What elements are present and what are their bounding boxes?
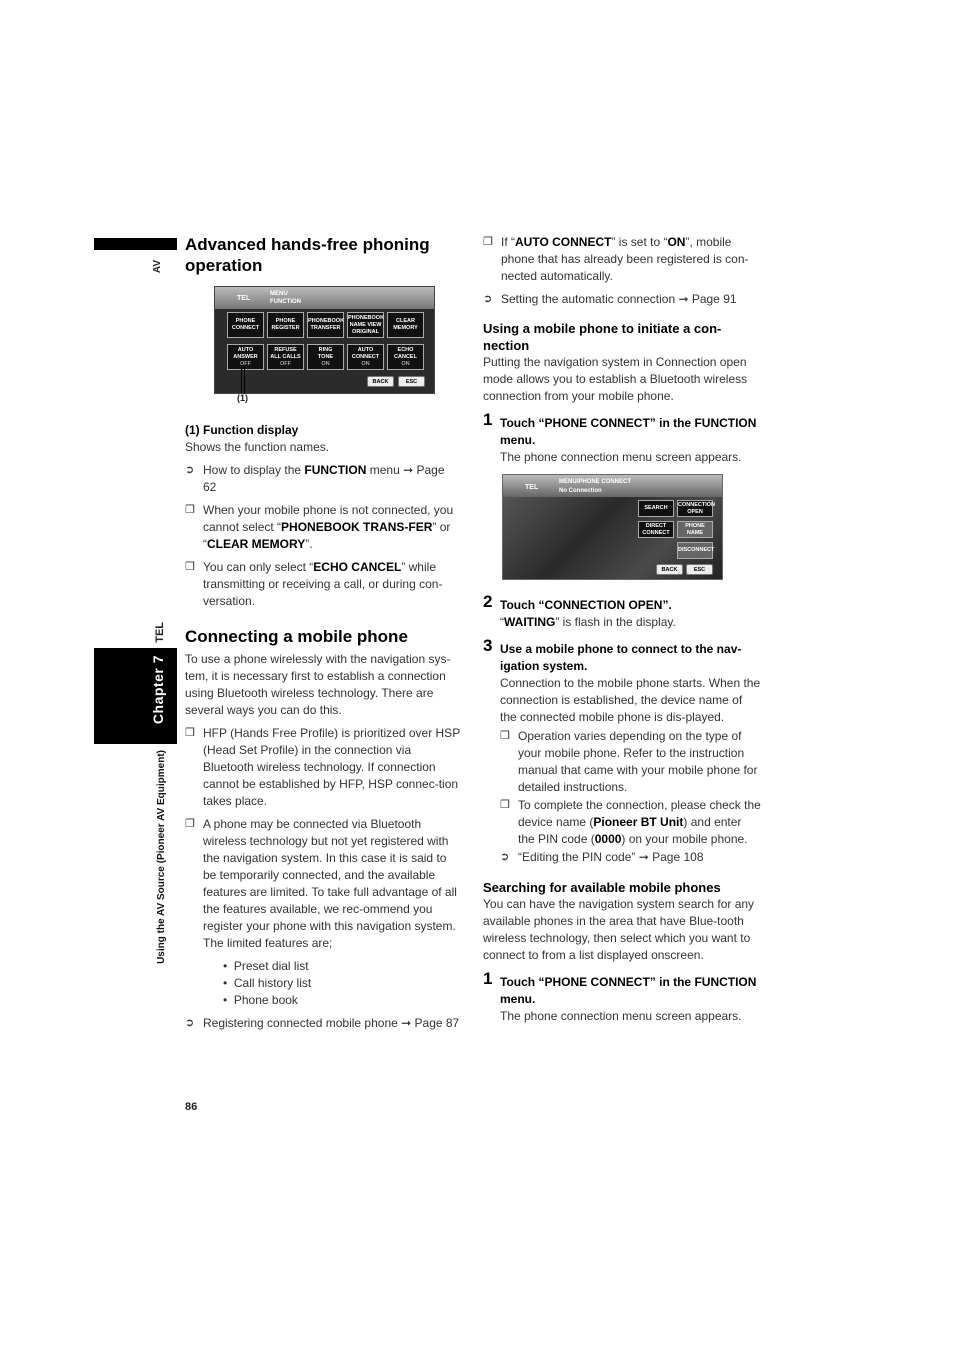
using-text: Putting the navigation system in Connection open mode allows you to establish a Bluetooth wireless connection from your mobile phone. — [483, 355, 748, 403]
function-button[interactable] — [347, 344, 384, 370]
function-button-label: NAME VIEW — [349, 321, 382, 328]
feature-item: • Phone book — [223, 993, 298, 1007]
checkbox-icon: ❒ — [500, 730, 510, 742]
screen-title: MENU/PHONE CONNECT — [559, 479, 632, 485]
connecting-intro: To use a phone wirelessly with the navigation sys-tem, it is necessary first to establish a connection using Bluetooth wireless technology. There are several ways you can do this. — [185, 652, 451, 717]
function-button-label: PHONEBOOK — [308, 318, 345, 324]
screen-menu-label: MENU — [270, 291, 288, 297]
callout-label: (1) — [237, 393, 248, 403]
checkbox-icon: ❒ — [185, 504, 195, 516]
function-button[interactable] — [227, 344, 264, 370]
function-button[interactable] — [267, 344, 304, 370]
phone-name-button[interactable]: PHONE NAME — [677, 521, 713, 538]
function-button-label: AUTO — [237, 346, 254, 353]
function-button-label: ON — [321, 360, 330, 367]
back-button[interactable]: BACK — [367, 376, 394, 387]
function-display-heading: (1) Function display — [185, 423, 299, 437]
function-button-label: ANSWER — [233, 353, 258, 360]
function-button-label: AUTO — [357, 346, 374, 353]
step-1-search: 1 Touch “PHONE CONNECT” in the FUNCTION menu. The phone connection menu screen appears. — [483, 974, 761, 1025]
connection-status: No Connection — [559, 488, 602, 494]
function-button-label: OFF — [280, 360, 291, 367]
step-number: 1 — [483, 410, 493, 429]
step-2: 2 Touch “CONNECTION OPEN”. “WAITING” is flash in the display. — [483, 592, 676, 629]
function-button-label: ON — [361, 360, 370, 367]
list-item: ❒ Operation varies depending on the type of your mobile phone. Refer to the instruction manual that came with your mobile phone for detailed instructions. — [500, 729, 758, 794]
list-item: ❒ When your mobile phone is not connected, you cannot select “PHONEBOOK TRANS-FER” or “CLEAR MEMORY”. — [185, 503, 454, 551]
checkbox-icon: ❒ — [483, 236, 493, 248]
checkbox-icon: ❒ — [185, 727, 195, 739]
function-button-label: PHONE — [235, 318, 256, 324]
heading-connecting: Connecting a mobile phone — [185, 627, 408, 646]
heading-using: Using a mobile phone to initiate a con-nection — [483, 321, 722, 353]
function-button[interactable] — [387, 312, 424, 338]
right-column-lower — [483, 592, 761, 1025]
esc-button[interactable]: ESC — [686, 564, 713, 575]
function-display-text: Shows the function names. — [185, 440, 330, 454]
list-item: ❒ You can only select “ECHO CANCEL” while transmitting or receiving a call, or during con-versation. — [185, 560, 443, 608]
list-item: ➲ “Editing the PIN code” ➞ Page 108 — [500, 850, 704, 864]
arrow-icon: ➲ — [500, 851, 510, 863]
function-button-label: ON — [401, 360, 410, 367]
step-1-search-result: The phone connection menu screen appears. — [500, 1009, 742, 1023]
function-button-label: PHONE — [275, 318, 296, 324]
callout-line — [241, 368, 245, 394]
function-button-label: CONNECT — [351, 353, 380, 360]
features-list — [185, 958, 460, 1009]
function-button-label: TRANSFER — [310, 325, 341, 331]
function-button[interactable] — [307, 344, 344, 370]
function-button-label: RING — [318, 346, 333, 353]
function-button-label: REFUSE — [274, 346, 297, 353]
side-label-av: AV — [152, 260, 163, 274]
function-button-label: ORIGINAL — [352, 328, 379, 335]
heading-advanced: Advanced hands-free phoning operation — [185, 235, 430, 275]
search-button[interactable]: SEARCH — [638, 500, 674, 517]
step-1-result: The phone connection menu screen appears. — [500, 450, 742, 464]
function-button-label: ECHO — [397, 346, 414, 353]
function-button-label: CANCEL — [394, 353, 417, 360]
list-item: ❒ To complete the connection, please check the device name (Pioneer BT Unit) and enter the PIN code (0000) on your mobile phone. — [500, 798, 761, 846]
side-label-tel: TEL — [154, 622, 166, 643]
list-item: ➲ Setting the automatic connection ➞ Page 91 — [483, 292, 737, 306]
step-3: 3 Use a mobile phone to connect to the nav-igation system. Connection to the mobile phone starts. When the connection is established, the device name of the connected mobile phone is dis-played. — [483, 636, 761, 724]
checkbox-icon: ❒ — [500, 799, 510, 811]
function-button[interactable] — [307, 312, 344, 338]
function-button[interactable] — [347, 312, 384, 338]
side-tab-bar — [94, 238, 177, 250]
searching-text: You can have the navigation system search for any available phones in the area that have Blue-tooth wireless technology, then select which you want to connect to from a list displayed onscreen. — [483, 897, 755, 962]
arrow-icon: ➲ — [185, 1017, 195, 1029]
checkbox-icon: ❒ — [185, 818, 195, 830]
limited-features-label: The limited features are; — [203, 936, 333, 950]
list-item: ❒ HFP (Hands Free Profile) is prioritized over HSP (Head Set Profile) in the connection via Bluetooth wireless technology. If connection cannot be established by HFP, HSP connec-tion takes place. — [185, 726, 460, 808]
arrow-icon: ➲ — [483, 293, 493, 305]
tel-logo: TEL — [237, 295, 251, 302]
right-column-body — [483, 234, 761, 466]
function-menu-screenshot — [214, 286, 435, 394]
step-number: 2 — [483, 592, 493, 611]
step-number: 1 — [483, 969, 493, 988]
tel-logo: TEL — [525, 484, 539, 491]
function-button-label: PHONEBOOK — [348, 314, 385, 321]
function-button[interactable] — [227, 312, 264, 338]
list-item: ➲ Registering connected mobile phone ➞ Page 87 — [185, 1016, 460, 1030]
list-item: ❒ A phone may be connected via Bluetooth wireless technology but not yet registered with the navigation system. In this case it is said to be temporarily connected, and the available features are limited. To take full advantage of all the features available, we rec-ommend you register your phone with this navigation system. The limited features are; — [185, 816, 460, 952]
chapter-label: Chapter 7 — [150, 655, 166, 725]
list-item: ❒ If “AUTO CONNECT” is set to “ON”, mobile phone that has already been registered is con-nected automatically. — [483, 235, 749, 283]
esc-button[interactable]: ESC — [398, 376, 425, 387]
function-button[interactable] — [387, 344, 424, 370]
left-column-body — [185, 422, 460, 1032]
arrow-icon: ➲ — [185, 464, 195, 476]
function-button-label: ALL CALLS — [270, 353, 301, 360]
function-button[interactable] — [267, 312, 304, 338]
heading-searching: Searching for available mobile phones — [483, 880, 721, 895]
function-button-label: CONNECT — [231, 325, 260, 331]
feature-item: • Preset dial list — [223, 959, 309, 973]
step-3-notes — [483, 728, 761, 866]
step-3-result: Connection to the mobile phone starts. When the connection is established, the device name of the connected mobile phone is dis-played. — [500, 676, 761, 724]
list-item: ➲ How to display the FUNCTION menu ➞ Page 62 — [185, 463, 445, 494]
function-button-label: CLEAR — [396, 318, 415, 324]
connection-open-button[interactable]: CONNECTION OPEN — [677, 500, 713, 517]
back-button[interactable]: BACK — [656, 564, 683, 575]
disconnect-button[interactable]: DISCONNECT — [677, 542, 713, 559]
checkbox-icon: ❒ — [185, 561, 195, 573]
function-button-label: OFF — [240, 360, 251, 367]
screen-function-label: FUNCTION — [270, 299, 301, 305]
step-number: 3 — [483, 636, 493, 655]
function-button-label: TONE — [317, 353, 334, 360]
page-number: 86 — [185, 1101, 198, 1113]
step-1: 1 Touch “PHONE CONNECT” in the FUNCTION menu. The phone connection menu screen appears. — [483, 415, 761, 466]
phone-connect-screenshot — [502, 474, 723, 580]
direct-connect-button[interactable]: DIRECT CONNECT — [638, 521, 674, 538]
side-section-title: Using the AV Source (Pioneer AV Equipment) — [156, 750, 167, 964]
function-button-label: REGISTER — [271, 325, 300, 331]
function-button-label: MEMORY — [393, 325, 418, 331]
feature-item: • Call history list — [223, 976, 312, 990]
